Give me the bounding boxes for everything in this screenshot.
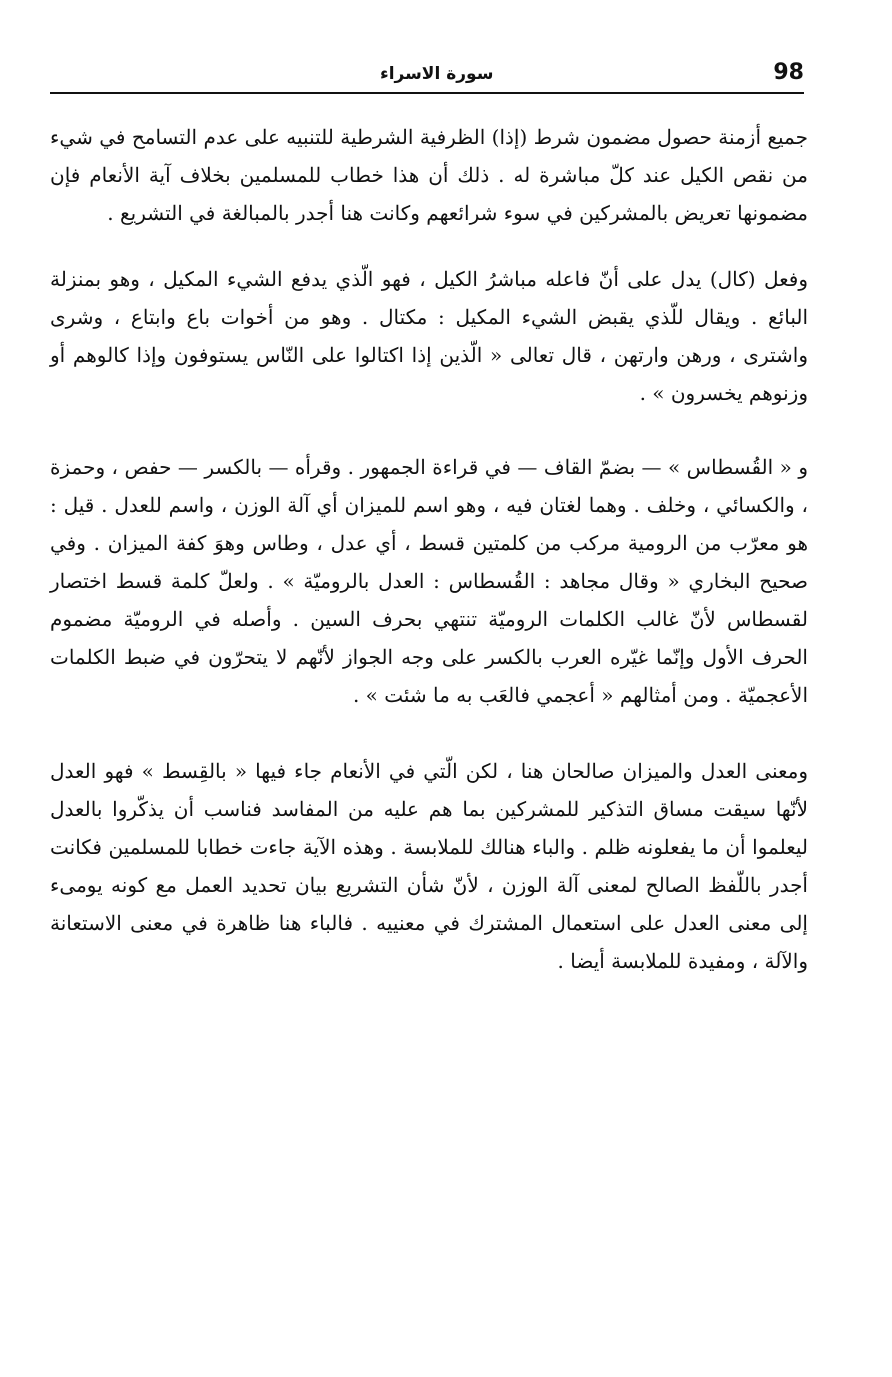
paragraph-3: و « القُسطاس » — بضمّ القاف — في قراءة الجمهور . وقرأه — بالكسر — حفص ، وحمزة ، والكسائي ، وخلف . وهما لغتان فيه ، وهو اسم للميزان أي آلة الوزن ، واسم للعدل . قيل : هو معرّب من الرومية مركب من كلمتين قسط ، أي عدل ، وطاس وهوَ كفة الميزان . وفي صحيح البخاري « وقال مجاهد : القُسطاس : العدل بالروميّة » . ولعلّ كلمة قسط اختصار لقسطاس لأنّ غالب الكلمات الروميّة تنتهي بحرف السين . وأصله في الروميّة مضموم الحرف الأول وإنّما غيّره العرب بالكسر على وجه الجواز لأنّهم لا يتحرّون في ضبط الكلمات الأعجميّة . ومن أمثالهم « أعجمي فالعَب به ما شئت » . bbox=[50, 455, 808, 707]
paragraph-4: ومعنى العدل والميزان صالحان هنا ، لكن الّتي في الأنعام جاء فيها « بالقِسط » فهو العدل لأنّها سيقت مساق التذكير للمشركين بما هم عليه من المفاسد فناسب أن يذكّروا بالعدل ليعلموا أن ما يفعلونه ظلم . والباء هنالك للملابسة . وهذه الآية جاءت خطابا للمسلمين فكانت أجدر باللّفظ الصالح لمعنى آلة الوزن ، لأنّ شأن التشريع بيان تحديد العمل مع كونه يومىء إلى معنى العدل على استعمال المشترك في معنييه . فالباء هنا ظاهرة في معنى الاستعانة والآلة ، ومفيدة للملابسة أيضا . bbox=[50, 759, 808, 973]
page-number: 98 bbox=[773, 60, 804, 85]
body-text bbox=[50, 118, 808, 980]
paragraph-2: وفعل (كال) يدل على أنّ فاعله مباشرُ الكيل ، فهو الّذي يدفع الشيء المكيل ، وهو بمنزلة البائع . ويقال للّذي يقبض الشيء المكيل : مكتال . وهو من أخوات باع وابتاع ، وشرى واشترى ، ورهن وارتهن ، قال تعالى « الّذين إذا اكتالوا على النّاس يستوفون وإذا كالوهم أو وزنوهم يخسرون » . bbox=[50, 267, 808, 405]
running-head: سورة الاسراء bbox=[380, 64, 494, 84]
paragraph-1: جميع أزمنة حصول مضمون شرط (إذا) الظرفية الشرطية للتنبيه على عدم التسامح في شيء من نقص الكيل عند كلّ مباشرة له . ذلك أن هذا خطاب للمسلمين بخلاف آية الأنعام فإن مضمونها تعريض بالمشركين في سوء شرائعهم وكانت هنا أجدر بالمبالغة في التشريع . bbox=[50, 125, 808, 225]
page-header bbox=[50, 56, 804, 94]
header-rule bbox=[50, 92, 804, 94]
